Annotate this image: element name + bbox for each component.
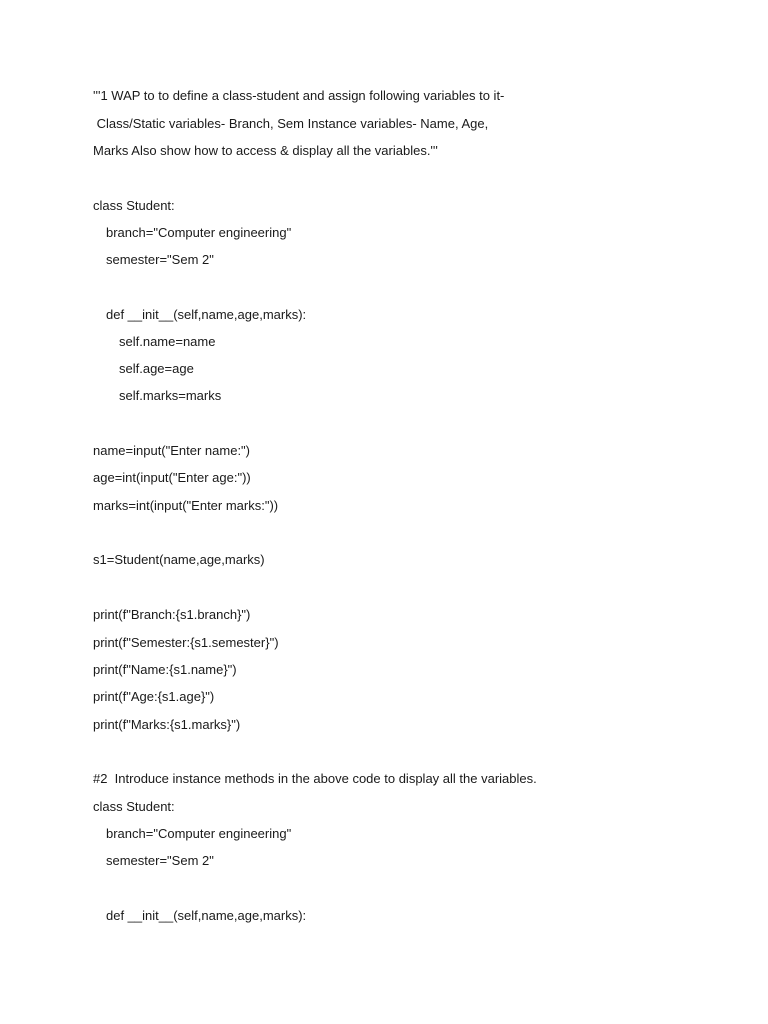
code-line: self.age=age [119,361,194,376]
question-1-line-2: Class/Static variables- Branch, Sem Instance variables- Name, Age, [93,116,489,131]
code-line: branch="Computer engineering" [106,225,292,240]
code-line: def __init__(self,name,age,marks): [106,307,307,322]
question-1-line-3: Marks Also show how to access & display all the variables.''' [93,143,438,158]
code-line: self.marks=marks [119,388,222,403]
question-2-heading: #2 Introduce instance methods in the above code to display all the variables. [93,771,537,786]
code-line: class Student: [93,198,175,213]
code-line: print(f"Age:{s1.age}") [93,689,215,704]
code-line: self.name=name [119,334,216,349]
code-line: name=input("Enter name:") [93,443,251,458]
code-line: semester="Sem 2" [106,853,214,868]
code-line: semester="Sem 2" [106,252,214,267]
code-line: def __init__(self,name,age,marks): [106,908,307,923]
code-line: s1=Student(name,age,marks) [93,552,265,567]
question-1-line-1: '''1 WAP to to define a class-student and assign following variables to it- [93,88,505,103]
code-line: age=int(input("Enter age:")) [93,470,251,485]
code-line: print(f"Semester:{s1.semester}") [93,635,279,650]
code-line: print(f"Branch:{s1.branch}") [93,607,251,622]
code-line: print(f"Marks:{s1.marks}") [93,717,241,732]
code-line: marks=int(input("Enter marks:")) [93,498,279,513]
code-line: print(f"Name:{s1.name}") [93,662,237,677]
code-line: class Student: [93,799,175,814]
code-line: branch="Computer engineering" [106,826,292,841]
